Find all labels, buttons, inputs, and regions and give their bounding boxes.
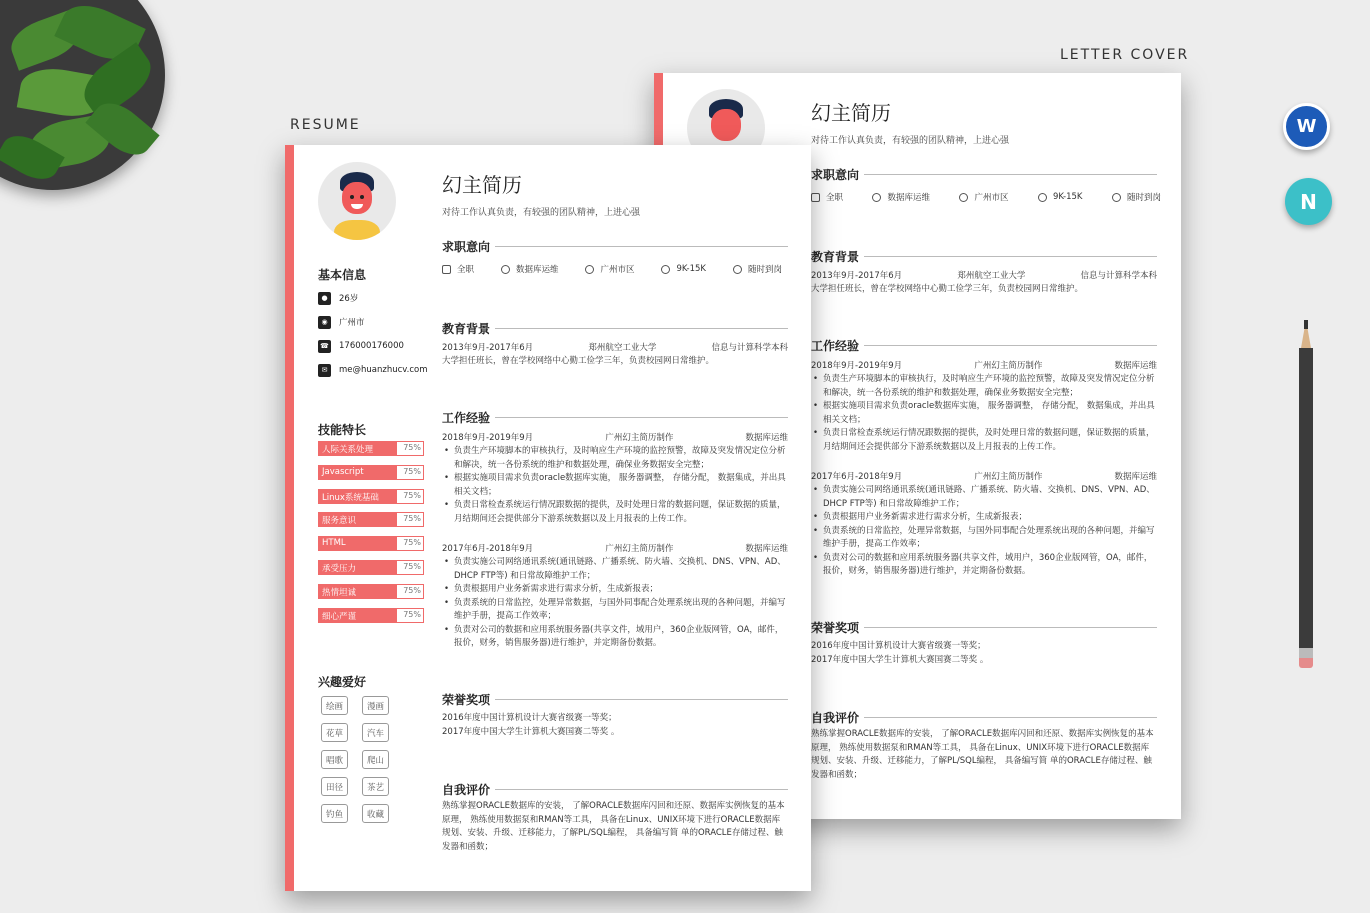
work-role: 数据库运维 [745, 544, 788, 554]
skill-percent: 75% [403, 466, 421, 476]
location-icon: ◉ [318, 316, 331, 329]
cover-intent-salary: 9K-15K [1038, 191, 1083, 203]
list-item: • 负责系统的日常监控，处理异常数据，与国外同事配合处理系统出现的各种问题，并编写维护手册，提高工作效率； [442, 597, 788, 624]
skills-list [318, 441, 424, 631]
hobby-tag: 收藏 [362, 804, 389, 823]
phone-row: ☎ 176000176000 [318, 334, 438, 358]
work-date: 2018年9月-2019年9月 [442, 433, 534, 443]
hobby-tag: 花草 [321, 723, 348, 742]
hobby-tag: 田径 [321, 777, 348, 796]
basic-info-list [318, 286, 438, 382]
intent-title: 求职意向 [442, 240, 491, 254]
intent-type: 全职 [442, 263, 474, 275]
letter-cover-label: LETTER COVER [1060, 47, 1190, 63]
skill-percent: 75% [403, 538, 421, 548]
list-item: • 负责日常检查系统运行情况跟数据的提供，及时处理日常的数据问题，保证数据的质量，月结期间还会提供部分下游系统数据以及上月报表的上传工作。 [442, 499, 788, 526]
cover-intent-availability: 随时到岗 [1112, 191, 1161, 203]
intent-salary: 9K-15K [661, 263, 706, 275]
skill-percent: 75% [403, 609, 421, 619]
work-items-2 [442, 556, 788, 651]
skill-bar [318, 465, 424, 480]
hobby-tag: 爬山 [362, 750, 389, 769]
skills-title: 技能特长 [318, 423, 367, 437]
skill-percent: 75% [403, 585, 421, 595]
honor-title: 荣誉奖项 [442, 693, 491, 707]
person-icon: ● [318, 292, 331, 305]
phone-icon: ☎ [318, 340, 331, 353]
skill-label: 热情坦诚 [322, 587, 357, 598]
skill-label: 人际关系处理 [322, 445, 374, 455]
hobbies-list [321, 696, 401, 823]
hobby-tag: 漫画 [362, 696, 389, 715]
resume-label: RESUME [290, 117, 361, 133]
list-item: • 负责根据用户业务新需求进行需求分析，生成新报表； [442, 583, 788, 597]
hobbies-title: 兴趣爱好 [318, 675, 367, 689]
intent-position: 数据库运维 [501, 263, 559, 275]
edu-title: 教育背景 [442, 322, 491, 336]
basic-info-title: 基本信息 [318, 268, 367, 282]
cover-paper: 幻主简历 对待工作认真负责，有较强的团队精神，上进心强 求职意向 全职 数据库运维 广州市区 9K-15K 随时到岗 教育背景 2013年9月-2017年6月 郑州航空工业大学 信息与计算科学本科 大学担任班长，曾在学校网络中心勤工俭学三年，负责校园网日常维护。 工作经验 2018年9月-2019年9月 广州幻主简历制作 数据库运维 • 负责生产环境脚本的审核执行，及时响应生产环境的监控预警，故障及突发情况定位分析和解决，统一各份系统的维护和数据处理，确保业务数据安全完整； • 根据实施项目需求负责oracle数据库实施， 服务器调整， 存储分配， 数据集成，并出具相关文档； • 负责日常检查系统运行情况跟数据的提供，及时处理日常的数据问题，保证数据的质量，月结期间还会提供部分下游系统数据以及上月报表的上传工作。 2017年6月-2018年9月 广州幻主简历制作 数据库运维 • 负责实施公司网络通讯系统(通讯链路、广播系统、防火墙、交换机、DNS、VPN、AD、DHCP FTP等) 和日常故障维护工作； • 负责根据用户业务新需求进行需求分析，生成新报表； • 负责系统的日常监控，处理异常数据，与国外同事配合处理系统出现的各种问题，并编写维护手册，提高工作效率； • 负责对公司的数据和应用系统服务器(共享文件，域用户，360企业版网管，OA，邮件，报价，财务，销售服务器)进行维护，并定期备份数据。 荣誉奖项 2016年度中国计算机设计大赛省级赛一等奖； 2017年度中国大学生计算机大赛国赛二等奖 。 自我评价 熟练掌握ORACLE数据库的安装， 了解ORACLE数据库闪回和还原、数据库实例恢复的基本原理， 熟练使用数据泵和RMAN等工具， 具备在Linux、UNIX环境下进行ORACLE数据库规划、安装、升级、迁移能力，了解PL/SQL编程， 具备编写简 单的ORACLE存储过程、触发器和函数； [654, 73, 1181, 819]
skill-bar [318, 512, 424, 527]
skill-percent: 75% [403, 514, 421, 524]
hobby-tag: 茶艺 [362, 777, 389, 796]
self-desc: 熟练掌握ORACLE数据库的安装， 了解ORACLE数据库闪回和还原、数据库实例恢复的基本原理， 熟练使用数据泵和RMAN等工具， 具备在Linux、UNIX环境下进行ORACLE数据库规划、安装、升级、迁移能力，了解PL/SQL编程， 具备编写简 单的ORACLE存储过程、触发器和函数； [442, 801, 785, 852]
skill-percent: 75% [403, 561, 421, 571]
work-row-1 [442, 431, 788, 443]
list-item: 2016年度中国计算机设计大赛省级赛一等奖； [442, 713, 617, 723]
hobby-tag: 绘画 [321, 696, 348, 715]
list-item: • 负责生产环境脚本的审核执行，及时响应生产环境的监控预警，故障及突发情况定位分析和解决，统一各份系统的维护和数据处理，确保业务数据安全完整； [442, 445, 788, 472]
work-items-1 [442, 445, 788, 526]
work-date: 2017年6月-2018年9月 [442, 544, 534, 554]
accent-bar [285, 145, 294, 891]
mail-icon: ✉ [318, 364, 331, 377]
cover-work-title: 工作经验 [811, 339, 860, 353]
skill-label: Javascript [322, 466, 364, 477]
work-company: 广州幻主简历制作 [605, 433, 674, 443]
skill-label: 承受压力 [322, 563, 357, 574]
money-icon [661, 265, 670, 274]
skill-bar [318, 536, 424, 551]
skill-label: 服务意识 [322, 516, 357, 527]
work-row-2 [442, 542, 788, 554]
cover-motto: 对待工作认真负责，有较强的团队精神，上进心强 [811, 136, 1010, 146]
intent-city: 广州市区 [585, 263, 634, 275]
cover-intent-position: 数据库运维 [872, 191, 930, 203]
list-item: • 根据实施项目需求负责oracle数据库实施， 服务器调整， 存储分配， 数据集成，并出具相关文档； [442, 472, 788, 499]
intent-availability: 随时到岗 [733, 263, 782, 275]
cover-self-title: 自我评价 [811, 711, 860, 725]
edu-date: 2013年9月-2017年6月 [442, 343, 534, 353]
skill-percent: 75% [403, 443, 421, 452]
cover-intent-title: 求职意向 [811, 168, 860, 182]
resume-paper [285, 145, 811, 891]
honor-list [442, 712, 788, 739]
skill-bar [318, 608, 424, 623]
skill-bar [318, 560, 424, 575]
hobby-tag: 唱歌 [321, 750, 348, 769]
age-row: ● 26岁 [318, 286, 438, 310]
location-icon [585, 265, 594, 274]
user-icon [501, 265, 510, 274]
intent-row [442, 263, 782, 275]
list-item: • 负责实施公司网络通讯系统(通讯链路、广播系统、防火墙、交换机、DNS、VPN、AD、DHCP FTP等) 和日常故障维护工作； [442, 556, 788, 583]
cover-name: 幻主简历 [811, 101, 891, 125]
hobby-tag: 汽车 [362, 723, 389, 742]
skill-bar [318, 489, 424, 504]
skill-percent: 75% [403, 490, 421, 500]
cover-intent-city: 广州市区 [959, 191, 1008, 203]
self-title: 自我评价 [442, 783, 491, 797]
pencil [1297, 320, 1315, 670]
clock-icon [733, 265, 742, 274]
plant-leaves [0, 0, 170, 190]
work-role: 数据库运维 [745, 433, 788, 443]
hobby-tag: 钓鱼 [321, 804, 348, 823]
skill-label: HTML [322, 538, 346, 549]
edu-row [442, 341, 788, 353]
skill-label: 细心严谨 [322, 611, 357, 622]
avatar [318, 162, 396, 240]
word-icon[interactable]: W [1283, 103, 1330, 150]
app-icon[interactable]: N [1285, 178, 1332, 225]
resume-motto: 对待工作认真负责，有较强的团队精神，上进心强 [442, 208, 641, 218]
skill-label: Linux系统基础 [322, 492, 379, 503]
cover-honor-title: 荣誉奖项 [811, 621, 860, 635]
edu-school: 郑州航空工业大学 [588, 343, 657, 353]
work-title: 工作经验 [442, 411, 491, 425]
list-item: 2017年度中国大学生计算机大赛国赛二等奖 。 [442, 726, 620, 737]
email-row: ✉ me@huanzhucv.com [318, 358, 438, 382]
list-item: • 负责对公司的数据和应用系统服务器(共享文件，域用户，360企业版网管，OA，邮件，报价，财务，销售服务器)进行维护，并定期备份数据。 [442, 624, 788, 651]
work-company: 广州幻主简历制作 [605, 544, 674, 554]
cover-intent-type: 全职 [811, 191, 843, 203]
city-row: ◉ 广州市 [318, 310, 438, 334]
edu-desc: 大学担任班长，曾在学校网络中心勤工俭学三年，负责校园网日常维护。 [442, 356, 715, 366]
edu-major: 信息与计算科学本科 [711, 343, 788, 353]
resume-name: 幻主简历 [442, 173, 522, 197]
skill-bar [318, 441, 424, 456]
skill-bar [318, 584, 424, 599]
grid-icon [442, 265, 451, 274]
cover-edu-title: 教育背景 [811, 250, 860, 264]
